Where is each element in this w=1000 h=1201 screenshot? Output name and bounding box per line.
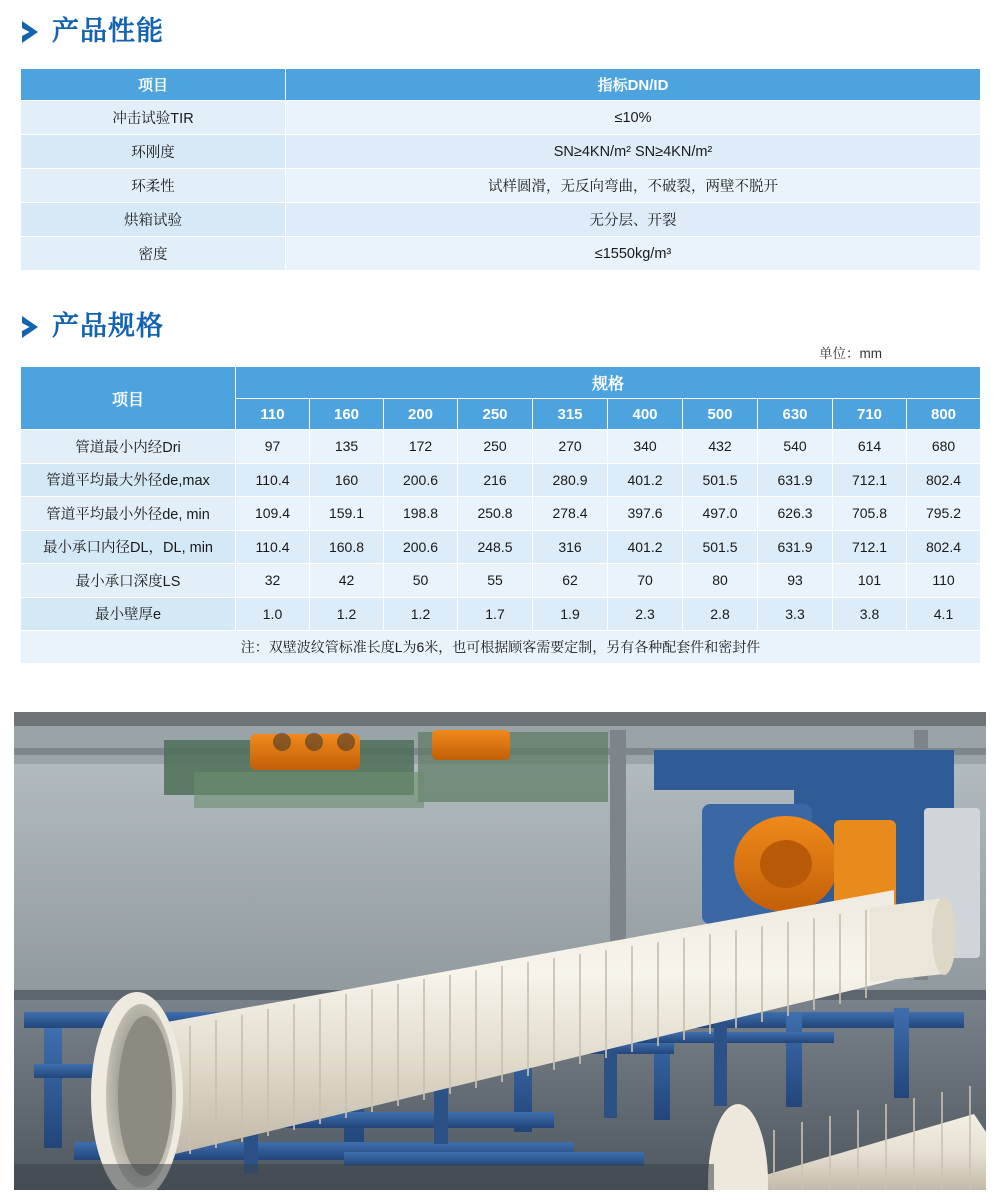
table-row: [21, 463, 981, 497]
perf-item-value: 无分层、开裂: [286, 203, 981, 237]
spec-cell: 172: [384, 430, 458, 464]
spec-cell: 280.9: [533, 463, 608, 497]
spec-cell: 42: [310, 564, 384, 598]
spec-row-label: 管道平均最小外径de, min: [21, 497, 236, 531]
table-row: [21, 135, 981, 169]
spec-cell: 705.8: [833, 497, 907, 531]
table-row: [21, 497, 981, 531]
spec-cell: 93: [758, 564, 833, 598]
spec-cell: 497.0: [683, 497, 758, 531]
spec-cell: 110: [907, 564, 981, 598]
section-heading-performance: [20, 18, 164, 45]
spec-cell: 4.1: [907, 597, 981, 631]
spec-size-header: 630: [758, 399, 833, 430]
perf-header-item: 项目: [21, 69, 286, 101]
spec-cell: 712.1: [833, 530, 907, 564]
spec-cell: 1.9: [533, 597, 608, 631]
spec-cell: 614: [833, 430, 907, 464]
spec-cell: 159.1: [310, 497, 384, 531]
spec-header-item: 项目: [21, 367, 236, 430]
perf-item-value: 试样圆滑，无反向弯曲，不破裂，两壁不脱开: [286, 169, 981, 203]
perf-item-label: 烘箱试验: [21, 203, 286, 237]
spec-header-spec: 规格: [236, 367, 981, 399]
spec-cell: 278.4: [533, 497, 608, 531]
spec-cell: 680: [907, 430, 981, 464]
spec-table-note: 注：双壁波纹管标准长度L为6米，也可根据顾客需要定制，另有各种配套件和密封件: [21, 631, 981, 664]
chevron-right-icon: [20, 19, 42, 45]
unit-note: 单位：mm: [819, 346, 882, 361]
spec-cell: 2.8: [683, 597, 758, 631]
spec-cell: 110.4: [236, 463, 310, 497]
perf-item-value: ≤10%: [286, 101, 981, 135]
spec-cell: 200.6: [384, 463, 458, 497]
spec-size-header: 250: [458, 399, 533, 430]
spec-row-label: 最小壁厚e: [21, 597, 236, 631]
spec-row-label: 管道平均最大外径de,max: [21, 463, 236, 497]
spec-row-label: 管道最小内经Dri: [21, 430, 236, 464]
spec-cell: 250: [458, 430, 533, 464]
spec-cell: 432: [683, 430, 758, 464]
spec-row-label: 最小承口内径DL，DL, min: [21, 530, 236, 564]
perf-item-label: 环刚度: [21, 135, 286, 169]
spec-cell: 1.0: [236, 597, 310, 631]
spec-cell: 401.2: [608, 530, 683, 564]
spec-cell: 1.7: [458, 597, 533, 631]
spec-size-header: 500: [683, 399, 758, 430]
spec-cell: 401.2: [608, 463, 683, 497]
spec-cell: 97: [236, 430, 310, 464]
spec-cell: 2.3: [608, 597, 683, 631]
spec-cell: 802.4: [907, 463, 981, 497]
spec-cell: 712.1: [833, 463, 907, 497]
spec-cell: 631.9: [758, 530, 833, 564]
table-row: [21, 169, 981, 203]
perf-item-label: 密度: [21, 237, 286, 271]
chevron-right-icon: [20, 314, 42, 340]
spec-size-header: 400: [608, 399, 683, 430]
table-row: [21, 101, 981, 135]
perf-item-label: 环柔性: [21, 169, 286, 203]
table-header-row: [21, 69, 981, 101]
spec-cell: 160.8: [310, 530, 384, 564]
spec-cell: 802.4: [907, 530, 981, 564]
spec-cell: 110.4: [236, 530, 310, 564]
spec-cell: 198.8: [384, 497, 458, 531]
spec-cell: 340: [608, 430, 683, 464]
spec-cell: 795.2: [907, 497, 981, 531]
spec-cell: 3.8: [833, 597, 907, 631]
spec-table: [20, 366, 981, 664]
table-note-row: [21, 631, 981, 664]
spec-size-header: 110: [236, 399, 310, 430]
spec-cell: 80: [683, 564, 758, 598]
section-title-spec: 产品规格: [52, 311, 164, 341]
spec-size-header: 710: [833, 399, 907, 430]
spec-cell: 250.8: [458, 497, 533, 531]
spec-cell: 70: [608, 564, 683, 598]
spec-cell: 248.5: [458, 530, 533, 564]
spec-size-header: 160: [310, 399, 384, 430]
spec-cell: 316: [533, 530, 608, 564]
spec-cell: 109.4: [236, 497, 310, 531]
table-row: [21, 597, 981, 631]
spec-cell: 3.3: [758, 597, 833, 631]
spec-cell: 1.2: [310, 597, 384, 631]
spec-cell: 200.6: [384, 530, 458, 564]
table-row: [21, 530, 981, 564]
table-row: [21, 430, 981, 464]
spec-cell: 101: [833, 564, 907, 598]
spec-cell: 32: [236, 564, 310, 598]
spec-cell: 397.6: [608, 497, 683, 531]
section-title-performance: 产品性能: [52, 16, 164, 46]
performance-table: [20, 68, 981, 271]
product-photo: [14, 712, 986, 1190]
spec-cell: 626.3: [758, 497, 833, 531]
spec-cell: 501.5: [683, 463, 758, 497]
table-row: [21, 237, 981, 271]
table-header-row: [21, 367, 981, 399]
section-heading-spec: [20, 313, 164, 340]
spec-cell: 160: [310, 463, 384, 497]
spec-row-label: 最小承口深度LS: [21, 564, 236, 598]
perf-item-value: ≤1550kg/m³: [286, 237, 981, 271]
spec-cell: 55: [458, 564, 533, 598]
perf-header-value: 指标DN/ID: [286, 69, 981, 101]
perf-item-label: 冲击试验TIR: [21, 101, 286, 135]
spec-cell: 62: [533, 564, 608, 598]
table-row: [21, 564, 981, 598]
spec-size-header: 315: [533, 399, 608, 430]
table-row: [21, 203, 981, 237]
spec-cell: 1.2: [384, 597, 458, 631]
spec-cell: 50: [384, 564, 458, 598]
perf-item-value: SN≥4KN/m² SN≥4KN/m²: [286, 135, 981, 169]
spec-cell: 540: [758, 430, 833, 464]
spec-size-header: 800: [907, 399, 981, 430]
spec-cell: 135: [310, 430, 384, 464]
spec-cell: 631.9: [758, 463, 833, 497]
spec-size-header: 200: [384, 399, 458, 430]
spec-cell: 216: [458, 463, 533, 497]
spec-cell: 270: [533, 430, 608, 464]
spec-cell: 501.5: [683, 530, 758, 564]
